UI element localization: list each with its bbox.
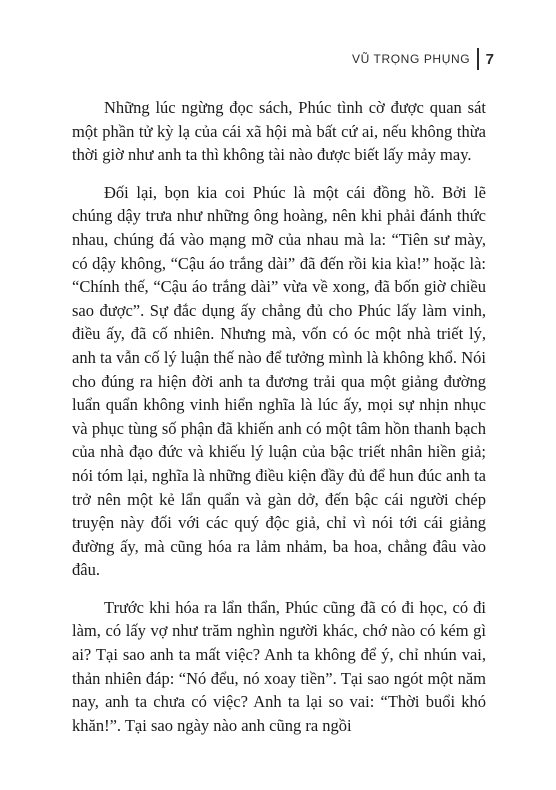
paragraph-1: Những lúc ngừng đọc sách, Phúc tình cờ được quan sát một phần tử kỳ lạ của cái xã hội mà bất cứ ai, nếu không thừa thời giờ như anh ta thì không tài nào được biết lấy mảy may. bbox=[72, 98, 486, 165]
header-divider bbox=[477, 48, 479, 70]
page-number: 7 bbox=[485, 50, 494, 68]
running-header bbox=[352, 48, 494, 70]
paragraph-3: Trước khi hóa ra lẩn thẩn, Phúc cũng đã có đi học, có đi làm, có lấy vợ như trăm nghìn người khác, chớ nào có kém gì ai? Tại sao anh ta mất việc? Anh ta không để ý, chỉ nhún vai, thản nhiên đáp: “Nó đểu, nó xoay tiền”. Tại sao ngót một năm nay, anh ta chưa có việc? Anh ta lại so vai: “Thời buổi khó khăn!”. Tại sao ngày nào anh cũng ra ngồi bbox=[72, 597, 486, 735]
header-author: VŨ TRỌNG PHỤNG bbox=[351, 52, 471, 66]
paragraph-2: Đối lại, bọn kia coi Phúc là một cái đồng hồ. Bởi lẽ chúng dậy trưa như những ông hoàng, nên khi phải đánh thức nhau, chúng đá vào mạng mỡ của nhau mà la: “Tiên sư mày, có dậy không, “Cậu áo trắng dài” đã đến rồi kia kìa!” hoặc là: “Chính thế, “Cậu áo trắng dài” vừa về xong, đã bốn giờ chiều sao được”. Sự đắc dụng ấy chẳng đủ cho Phúc lấy làm vinh, điều ấy, đã cố nhiên. Nhưng mà, vốn có óc một nhà triết lý, anh ta vẫn cố lý luận thế nào để tưởng mình là không khổ. Nói cho đúng ra hiện đời anh ta đương trải qua một giảng đường luẩn quẩn không vinh hiển nghĩa là lúc ấy, mọi sự nhịn nhục và phục tùng số phận đã khiến anh có một tâm hồn thanh bạch của nhà đạo đức và khiếu lý luận của bậc triết nhân hiền giả; nói tóm lại, nghĩa là những điều kiện đầy đủ để hun đúc anh ta trở nên một kẻ lẩn quẩn và gàn dở, đến bậc cái người chép truyện này đối với các quý độc giả, chỉ vì nói tới cái giảng đường ấy, mà cũng hóa ra lảm nhảm, ba hoa, chẳng đâu vào đâu. bbox=[72, 182, 486, 580]
body-text bbox=[72, 96, 486, 751]
